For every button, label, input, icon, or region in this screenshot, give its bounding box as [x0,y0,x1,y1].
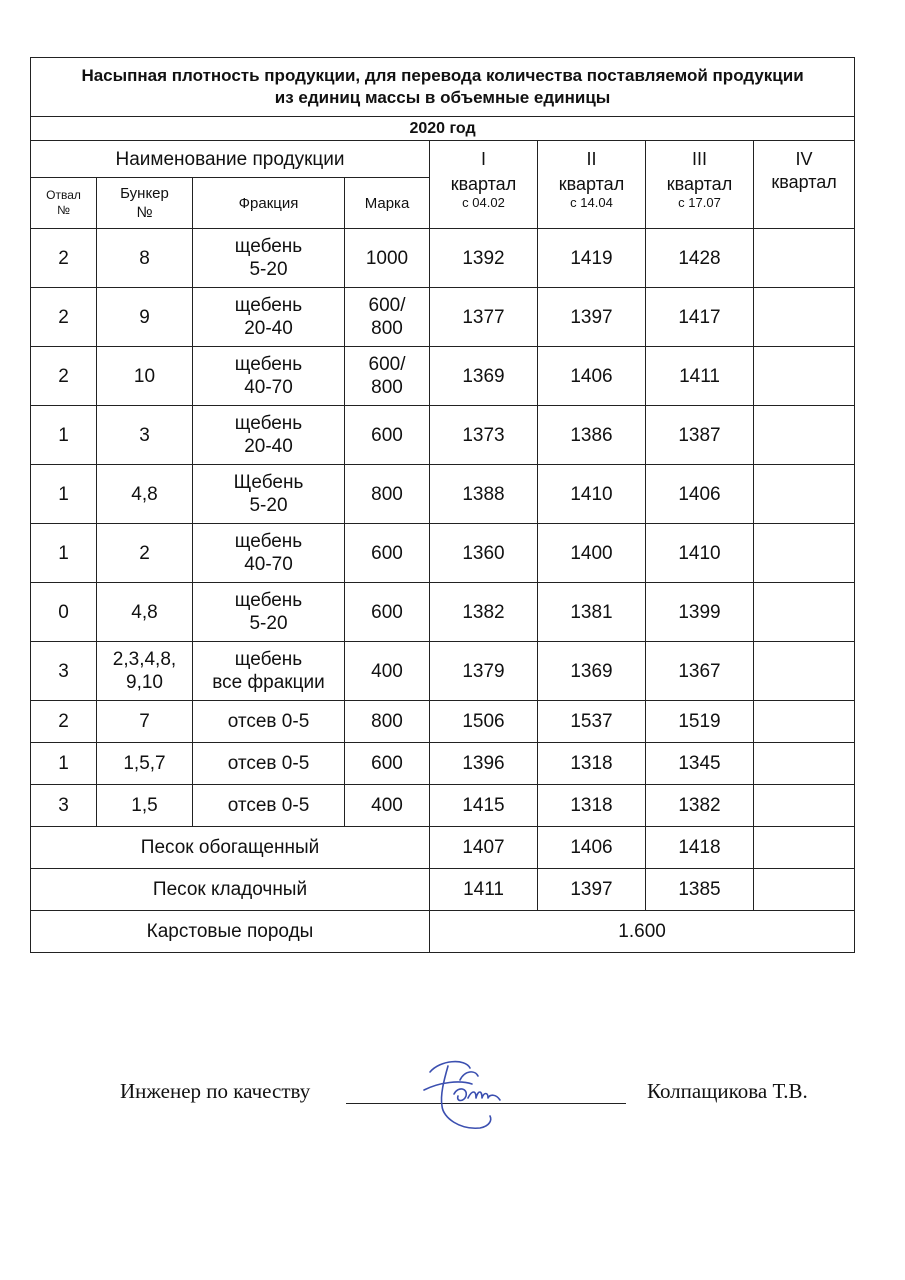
table-title: Насыпная плотность продукции, для перевода количества поставляемой продукции из единиц массы в объемные единицы [31,58,855,117]
handwritten-signature [410,1050,520,1140]
signature-block [120,1076,840,1136]
cell-otval: 2 [31,288,97,347]
cell-fraction: щебень 5-20 [193,583,345,642]
cell-bunker: 3 [97,406,193,465]
cell-q2: 1419 [538,229,646,288]
cell-otval: 2 [31,229,97,288]
cell-q3: 1519 [646,701,754,743]
cell-q3: 1387 [646,406,754,465]
cell-bunker: 1,5,7 [97,743,193,785]
karst-value: 1.600 [430,911,855,953]
table-row [31,583,855,642]
quarter-3-header [646,141,754,229]
cell-fraction: отсев 0-5 [193,743,345,785]
table-row [31,288,855,347]
quarter-1-date: с 04.02 [462,195,505,210]
quarter-3-roman: III [691,149,707,169]
quarter-1-roman: I [480,149,486,169]
cell-fraction: Щебень 5-20 [193,465,345,524]
cell-marka: 400 [345,785,430,827]
cell-q4 [754,869,855,911]
table-row [31,524,855,583]
cell-q4 [754,642,855,701]
cell-q4 [754,827,855,869]
cell-otval: 2 [31,701,97,743]
cell-otval: 1 [31,743,97,785]
cell-otval: 1 [31,406,97,465]
cell-q1: 1396 [430,743,538,785]
bunker-header: Бункер № [97,178,193,229]
cell-q1: 1360 [430,524,538,583]
table-row [31,701,855,743]
quarter-2-word: квартал [558,174,625,194]
cell-otval: 0 [31,583,97,642]
cell-q2: 1318 [538,743,646,785]
cell-bunker: 9 [97,288,193,347]
cell-marka: 600 [345,524,430,583]
cell-q4 [754,347,855,406]
cell-q1: 1379 [430,642,538,701]
cell-q4 [754,288,855,347]
cell-q3: 1406 [646,465,754,524]
cell-q3: 1345 [646,743,754,785]
quarter-1-word: квартал [450,174,517,194]
marka-header: Марка [345,178,430,229]
cell-q3: 1367 [646,642,754,701]
karst-name: Карстовые породы [31,911,430,953]
cell-q2: 1400 [538,524,646,583]
cell-fraction: щебень 5-20 [193,229,345,288]
cell-q4 [754,229,855,288]
signature-label: Инженер по качеству [120,1079,311,1103]
cell-q3: 1385 [646,869,754,911]
quarter-1-header [430,141,538,229]
cell-q2: 1386 [538,406,646,465]
table-year: 2020 год [31,117,855,141]
cell-fraction: щебень все фракции [193,642,345,701]
cell-bunker: 4,8 [97,583,193,642]
cell-q1: 1377 [430,288,538,347]
data-rows [31,229,855,827]
cell-bunker: 2 [97,524,193,583]
cell-q1: 1382 [430,583,538,642]
quarter-4-roman: IV [795,149,813,169]
quarter-3-date: с 17.07 [678,195,721,210]
cell-otval: 1 [31,465,97,524]
cell-fraction: щебень 40-70 [193,347,345,406]
cell-bunker: 2,3,4,8, 9,10 [97,642,193,701]
cell-fraction: щебень 20-40 [193,288,345,347]
cell-marka: 800 [345,465,430,524]
cell-q3: 1428 [646,229,754,288]
cell-q3: 1399 [646,583,754,642]
cell-q1: 1373 [430,406,538,465]
cell-q2: 1537 [538,701,646,743]
quarter-2-roman: II [586,149,597,169]
cell-otval: 3 [31,642,97,701]
cell-bunker: 1,5 [97,785,193,827]
cell-fraction: щебень 20-40 [193,406,345,465]
otval-header: Отвал № [31,178,97,229]
cell-q1: 1392 [430,229,538,288]
sand-row [31,869,855,911]
cell-otval: 2 [31,347,97,406]
cell-marka: 600/ 800 [345,288,430,347]
cell-otval: 3 [31,785,97,827]
cell-q2: 1318 [538,785,646,827]
cell-q4 [754,465,855,524]
table-row [31,229,855,288]
table-row [31,642,855,701]
quarter-4-header [754,141,855,229]
cell-q2: 1381 [538,583,646,642]
cell-q3: 1410 [646,524,754,583]
cell-q3: 1411 [646,347,754,406]
quarter-4-word: квартал [771,172,837,192]
cell-fraction: отсев 0-5 [193,785,345,827]
cell-bunker: 10 [97,347,193,406]
product-name-header: Наименование продукции [31,141,430,178]
cell-q4 [754,406,855,465]
cell-marka: 1000 [345,229,430,288]
cell-q2: 1397 [538,869,646,911]
cell-q4 [754,583,855,642]
density-table [30,57,855,953]
table-row [31,465,855,524]
cell-marka: 600 [345,583,430,642]
cell-q1: 1415 [430,785,538,827]
cell-q1: 1407 [430,827,538,869]
cell-marka: 400 [345,642,430,701]
cell-otval: 1 [31,524,97,583]
cell-q2: 1406 [538,827,646,869]
cell-q2: 1369 [538,642,646,701]
quarter-2-header [538,141,646,229]
cell-marka: 800 [345,701,430,743]
cell-q3: 1417 [646,288,754,347]
table-row [31,785,855,827]
quarter-2-date: с 14.04 [570,195,613,210]
table-row [31,406,855,465]
cell-bunker: 7 [97,701,193,743]
cell-fraction: щебень 40-70 [193,524,345,583]
karst-row [31,911,855,953]
sand-row [31,827,855,869]
cell-q3: 1418 [646,827,754,869]
cell-q1: 1411 [430,869,538,911]
cell-q3: 1382 [646,785,754,827]
cell-q2: 1410 [538,465,646,524]
table-row [31,347,855,406]
table-row [31,743,855,785]
fraction-header: Фракция [193,178,345,229]
cell-q2: 1406 [538,347,646,406]
cell-marka: 600 [345,406,430,465]
sand-rows [31,827,855,911]
quarter-3-word: квартал [666,174,733,194]
cell-fraction: отсев 0-5 [193,701,345,743]
cell-bunker: 4,8 [97,465,193,524]
sand-name: Песок обогащенный [31,827,430,869]
signer-name: Колпащикова Т.В. [647,1079,808,1103]
cell-marka: 600 [345,743,430,785]
cell-q4 [754,743,855,785]
cell-q4 [754,785,855,827]
cell-q2: 1397 [538,288,646,347]
cell-q1: 1388 [430,465,538,524]
cell-q4 [754,524,855,583]
cell-marka: 600/ 800 [345,347,430,406]
cell-q1: 1369 [430,347,538,406]
cell-q4 [754,701,855,743]
cell-bunker: 8 [97,229,193,288]
cell-q1: 1506 [430,701,538,743]
sand-name: Песок кладочный [31,869,430,911]
